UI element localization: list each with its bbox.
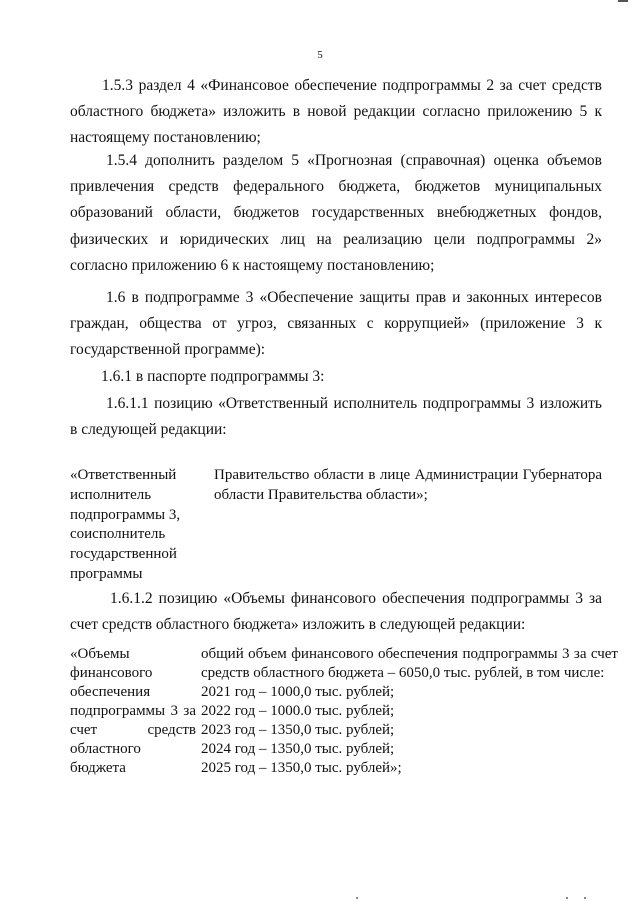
paragraph-1-6-1-2: 1.6.1.2 позицию «Объемы финансового обеспечения подпрограммы 3 за счет средств областного бюджета» изложить в следующей редакции: [70, 590, 602, 634]
financing-label: «Объемы финансового обеспечения подпрограммы 3 за счет средств областного бюджета [70, 646, 196, 776]
financing-year-item: 2022 год – 1000.0 тыс. рублей; [201, 703, 395, 719]
financing-value [201, 645, 618, 778]
paragraph-1-5-4: 1.5.4 дополнить разделом 5 «Прогнозная (справочная) оценка объемов привлечения средств федерального бюджета, бюджетов муниципальных образований области, бюджетов государственных внебюджетных фондов, физических и юридических лиц на реализацию цели подпрограммы 2» согласно приложению 6 к настоящему постановлению; [70, 152, 602, 274]
financing-table [70, 645, 618, 795]
scan-speck [356, 897, 358, 899]
financing-intro: общий объем финансового обеспечения подпрограммы 3 за счет средств областного бюджета – 6050,0 тыс. рублей, в том числе: [201, 646, 618, 681]
paragraph-1-6-1: 1.6.1 в паспорте подпрограммы 3: [101, 368, 325, 385]
paragraph-1-6-1-1: 1.6.1.1 позицию «Ответственный исполнитель подпрограммы 3 изложить в следующей редакции: [70, 395, 602, 439]
financing-year-item: 2023 год – 1350,0 тыс. рублей; [201, 722, 395, 738]
responsible-executor-table [70, 466, 602, 582]
paragraph-1-6: 1.6 в подпрограмме 3 «Обеспечение защиты прав и законных интересов граждан, общества от угроз, связанных с коррупцией» (приложение 3 к государственной программе): [70, 289, 602, 359]
financing-year-item: 2024 год – 1350,0 тыс. рублей; [201, 741, 395, 757]
financing-year-item: 2021 год – 1000,0 тыс. рублей; [201, 684, 395, 700]
responsible-executor-value: Правительство области в лице Администрации Губернатора области Правительства области»; [214, 467, 602, 503]
scan-artifact [618, 0, 628, 2]
responsible-executor-label: «Ответственный исполнитель подпрограммы 3, соисполнитель государственной программы [70, 467, 181, 582]
paragraph-1-5-3: 1.5.3 раздел 4 «Финансовое обеспечение подпрограммы 2 за счет средств областного бюджета» изложить в новой редакции согласно приложению 5 к настоящему постановлению; [70, 77, 602, 147]
scan-speck [584, 897, 586, 899]
page-number: 5 [317, 49, 323, 61]
scan-speck [566, 897, 568, 899]
financing-years-list [201, 683, 618, 778]
financing-year-item: 2025 год – 1350,0 тыс. рублей»; [201, 760, 402, 776]
